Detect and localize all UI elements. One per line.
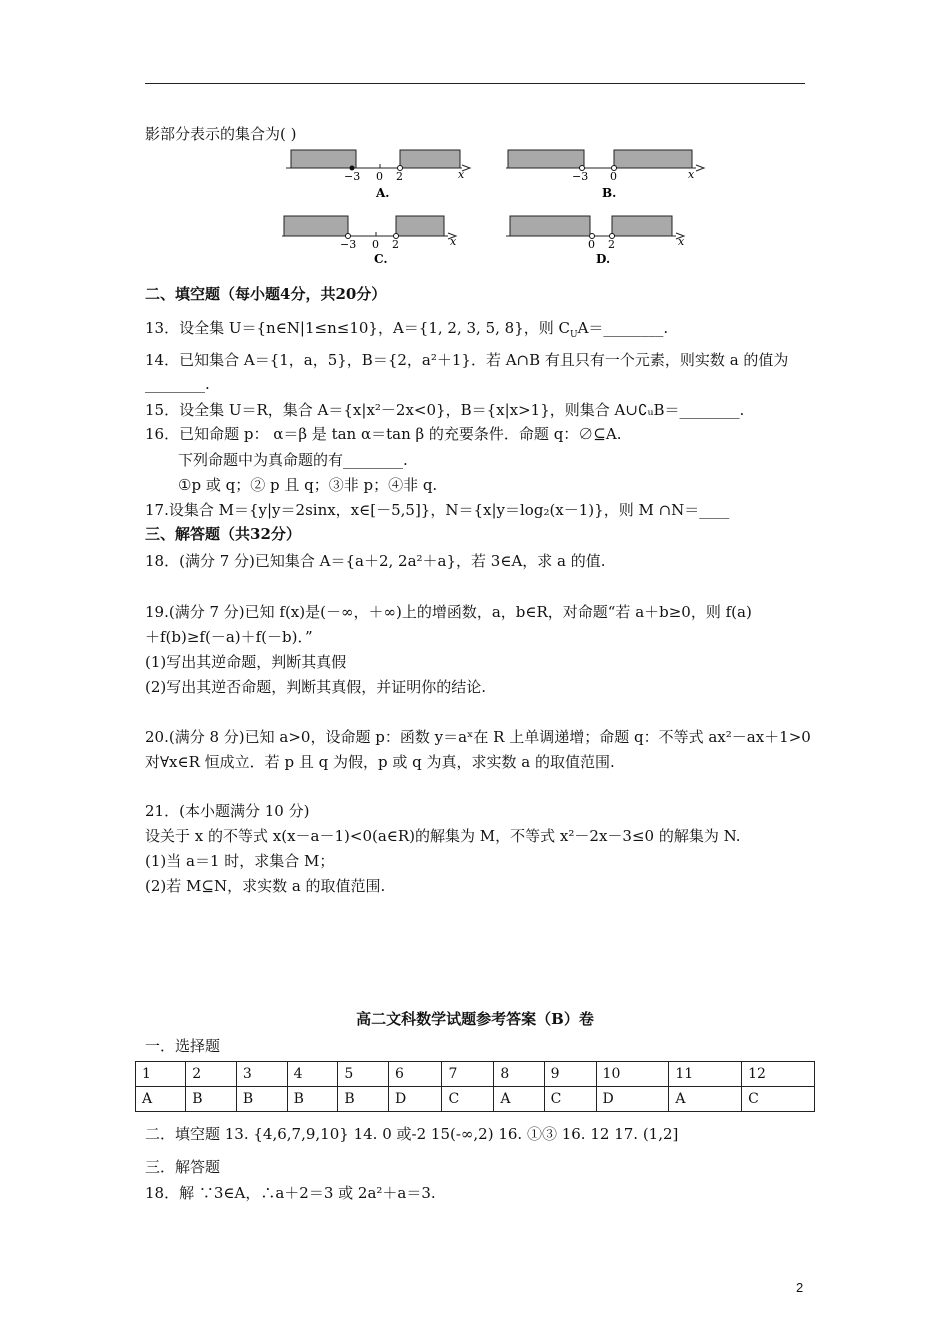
question-12-tail: 影部分表示的集合为( )	[145, 125, 297, 143]
question-17: 17.设集合 M＝{y|y＝2sinx，x∈[－5,5]}，N＝{x|y＝log₂(x－1)}，则 M ∩N＝____	[145, 501, 730, 519]
svg-text:D.: D.	[596, 252, 611, 266]
number-line-diagram-d	[506, 212, 696, 268]
answer-fill-in: 二．填空题 13. {4,6,7,9,10} 14. 0 或-2 15(-∞,2) 16. ①③ 16. 12 17. (1,2]	[145, 1125, 679, 1143]
question-14-blank: ________.	[145, 375, 210, 393]
number-line-diagram-a	[284, 144, 474, 200]
table-cell: D	[389, 1087, 442, 1112]
table-cell: 10	[596, 1062, 669, 1087]
header-rule	[145, 83, 805, 84]
table-cell: 3	[236, 1062, 287, 1087]
svg-text:−3: −3	[340, 238, 357, 251]
svg-text:0: 0	[610, 170, 617, 183]
answer-table-number-row	[136, 1062, 815, 1087]
question-16: 16．已知命题 p： α＝β 是 tan α＝tan β 的充要条件．命题 q：∅⊆A.	[145, 425, 622, 443]
table-cell: 1	[136, 1062, 186, 1087]
table-cell: 6	[389, 1062, 442, 1087]
table-cell: A	[669, 1087, 742, 1112]
table-cell: B	[287, 1087, 338, 1112]
table-cell: 4	[287, 1062, 338, 1087]
table-cell: A	[494, 1087, 544, 1112]
question-16-options: ①p 或 q；② p 且 q；③非 p；④非 q.	[178, 476, 438, 494]
svg-text:0: 0	[588, 238, 595, 251]
question-21-part-2: (2)若 M⊆N，求实数 a 的取值范围.	[145, 877, 386, 895]
table-cell: C	[544, 1087, 596, 1112]
question-19: 19.(满分 7 分)已知 f(x)是(－∞，＋∞)上的增函数，a，b∈R，对命题“若 a＋b≥0，则 f(a)	[145, 603, 752, 621]
table-cell: B	[338, 1087, 389, 1112]
answer-table-answer-row	[136, 1087, 815, 1112]
table-cell: C	[442, 1087, 494, 1112]
question-19-part-1: (1)写出其逆命题，判断其真假	[145, 653, 347, 671]
table-cell: 12	[742, 1062, 815, 1087]
question-15: 15．设全集 U＝R，集合 A＝{x|x²－2x<0}，B＝{x|x>1}，则集合 A∪∁ᵤB＝________.	[145, 401, 745, 419]
svg-text:−3: −3	[572, 170, 589, 183]
question-13: 13．设全集 U＝{n∈N|1≤n≤10}，A＝{1, 2, 3, 5, 8}，则 $C_UA=\_\_\_\_\_\_\_\_$.	[145, 319, 669, 340]
svg-text:x: x	[678, 235, 685, 248]
section-3-heading: 三、解答题（共32分）	[145, 525, 301, 543]
table-cell: D	[596, 1087, 669, 1112]
answer-section-3: 三．解答题	[145, 1158, 221, 1176]
svg-text:x: x	[450, 235, 457, 248]
table-cell: A	[136, 1087, 186, 1112]
question-20-cont: 对∀x∈R 恒成立．若 p 且 q 为假，p 或 q 为真，求实数 a 的取值范围.	[145, 753, 615, 771]
svg-text:2: 2	[392, 238, 399, 251]
number-line-diagram-b	[506, 144, 706, 200]
question-21-heading: 21．(本小题满分 10 分)	[145, 802, 310, 820]
table-cell: B	[236, 1087, 287, 1112]
svg-text:−3: −3	[344, 170, 361, 183]
question-14: 14．已知集合 A＝{1，a，5}，B＝{2，a²＋1}．若 A∩B 有且只有一个元素，则实数 a 的值为	[145, 351, 789, 369]
answer-table	[135, 1061, 815, 1112]
page-number: 2	[796, 1280, 804, 1295]
table-cell: C	[742, 1087, 815, 1112]
svg-text:2: 2	[608, 238, 615, 251]
table-cell: 7	[442, 1062, 494, 1087]
svg-text:A.: A.	[376, 186, 390, 200]
svg-text:C.: C.	[374, 252, 388, 266]
svg-text:2: 2	[396, 170, 403, 183]
answer-18: 18．解 ∵3∈A，∴a＋2＝3 或 2a²＋a＝3.	[145, 1184, 436, 1202]
table-cell: 2	[186, 1062, 237, 1087]
svg-text:0: 0	[372, 238, 379, 251]
number-line-diagram-c	[282, 212, 472, 268]
table-cell: B	[186, 1087, 237, 1112]
question-21-part-1: (1)当 a＝1 时，求集合 M；	[145, 852, 335, 870]
svg-text:x: x	[458, 168, 465, 181]
question-19-part-2: (2)写出其逆否命题，判断其真假，并证明你的结论.	[145, 678, 487, 696]
question-19-cont: ＋f(b)≥f(－a)＋f(－b)．”	[145, 628, 313, 646]
svg-text:x: x	[688, 168, 695, 181]
section-2-heading: 二、填空题（每小题4分，共20分）	[145, 285, 387, 303]
table-cell: 5	[338, 1062, 389, 1087]
question-18: 18．(满分 7 分)已知集合 A＝{a＋2, 2a²＋a}，若 3∈A，求 a 的值.	[145, 552, 606, 570]
svg-text:0: 0	[376, 170, 383, 183]
table-cell: 8	[494, 1062, 544, 1087]
answer-section-1: 一．选择题	[145, 1037, 221, 1055]
question-16-prompt: 下列命题中为真命题的有________.	[178, 451, 408, 469]
answer-key-title: 高二文科数学试题参考答案（B）卷	[356, 1010, 594, 1028]
question-20: 20.(满分 8 分)已知 a>0，设命题 p：函数 y＝aˣ在 R 上单调递增；命题 q：不等式 ax²－ax＋1>0	[145, 728, 811, 746]
table-cell: 9	[544, 1062, 596, 1087]
svg-text:B.: B.	[602, 186, 617, 200]
table-cell: 11	[669, 1062, 742, 1087]
question-21: 设关于 x 的不等式 x(x－a－1)<0(a∈R)的解集为 M，不等式 x²－2x－3≤0 的解集为 N.	[145, 827, 741, 845]
